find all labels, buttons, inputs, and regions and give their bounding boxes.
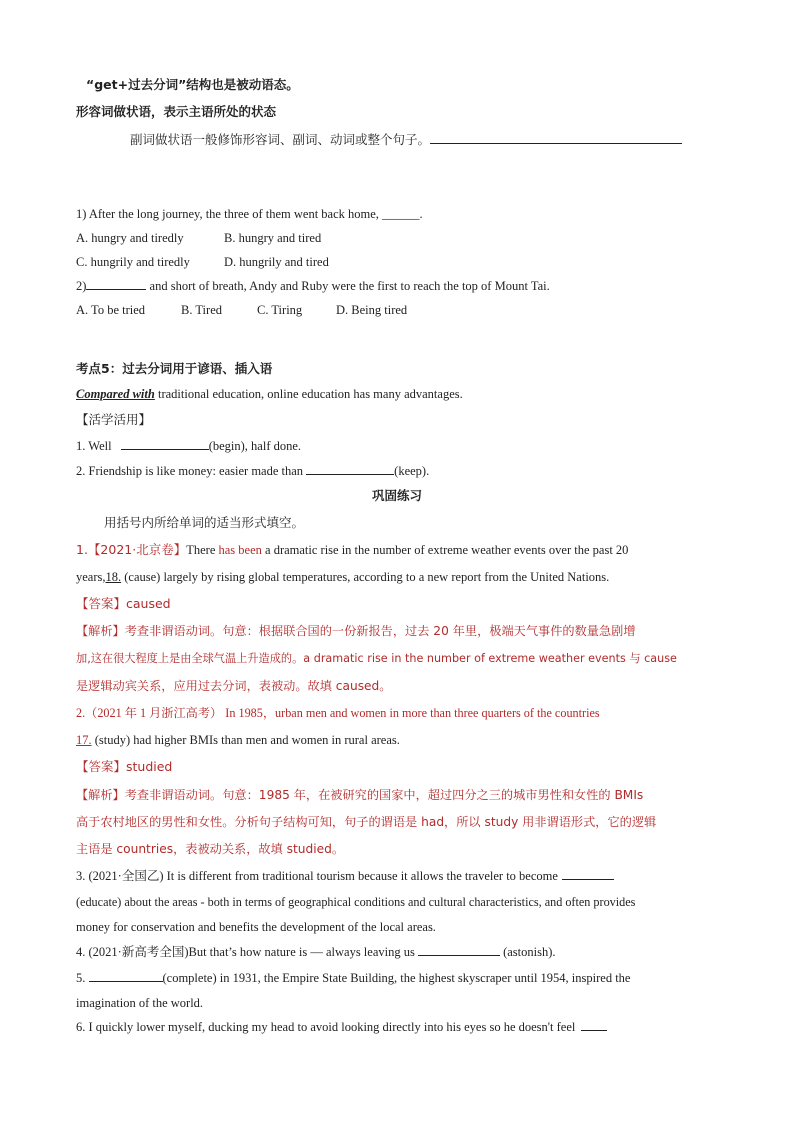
item4-text-start: 4. (2021·新高考全国)But that’s how nature is — always leaving us [76,945,418,959]
practice-2 [76,462,429,480]
item6-line1 [76,1018,607,1036]
item4-blank [418,943,500,956]
note-underline [430,131,682,144]
q2-option-a: A. To be tried [76,303,146,317]
point5-example-text: traditional education, online education has many advantages. [154,387,463,401]
item1-years: years, [76,570,106,584]
q1-option-d: D. hungrily and tired [224,255,329,269]
practice-1-blank [121,437,209,450]
item5-line1 [76,969,630,987]
item2-line1: 2.（2021 年 1 月浙江高考） In 1985，urban men and women in more than three quarters of the countries [76,706,600,720]
note-adverb-text: 副词做状语一般修饰形容词、副词、动词或整个句子。 [130,132,431,147]
item1-analysis-2: 加,这在很大程度上是由全球气温上升造成的。a dramatic rise in the number of extreme weather events 与 cause [76,652,677,665]
q2-option-d: D. Being tired [336,303,408,317]
item3-line1 [76,867,614,885]
question-2 [76,277,550,295]
item1-source: 1.【2021·北京卷】 [76,542,187,557]
practice-1-end: (begin), half done. [208,439,302,453]
item3-line3: money for conservation and benefits the development of the local areas. [76,920,436,934]
item2-analysis-2: 高于农村地区的男性和女性。分析句子结构可知，句子的谓语是 had，所以 study 用非谓语形式，它的逻辑 [76,815,657,829]
item4-text-end: (astonish). [499,945,556,959]
item1-text-b: a dramatic rise in the number of extreme weather events over the past 20 [261,543,629,557]
item2-text: (study) had higher BMIs than men and women in rural areas. [91,733,400,747]
consolidation-instruction: 用括号内所给单词的适当形式填空。 [104,515,305,530]
consolidation-title: 巩固练习 [371,488,422,503]
practice-label: 【活学活用】 [76,412,152,427]
point5-title: 考点5：过去分词用于谚语、插入语 [76,361,273,376]
item1-line2 [76,568,609,586]
item2-blank-number: 17. [76,733,92,747]
item6-blank [581,1018,607,1031]
item1-line1 [76,541,628,559]
q2-option-b: B. Tired [181,303,222,317]
item2-line2 [76,731,400,749]
item1-blank-number: 18. [105,570,122,584]
item2-answer: 【答案】studied [76,759,173,774]
item1-text-a: There [186,543,219,557]
practice-1 [76,437,301,455]
q2-number: 2) [76,279,87,293]
item1-analysis-3: 是逻辑动宾关系，应用过去分词，表被动。故填 caused。 [76,679,392,693]
item6-text: 6. I quickly lower myself, ducking my head to avoid looking directly into his eyes so he doesn't feel [76,1020,576,1034]
item5-text: (complete) in 1931, the Empire State Building, the highest skyscraper until 1954, inspired the [162,971,631,985]
note-adjective-adverbial: 形容词做状语，表示主语所处的状态 [76,104,277,119]
q1-option-a: A. hungry and tiredly [76,231,184,245]
practice-2-blank [306,462,394,475]
question-1: 1) After the long journey, the three of them went back home, ______. [76,207,423,221]
item3-line2: (educate) about the areas - both in terms of geographical conditions and cultural characteristics, and often provides [76,895,636,909]
point5-example [76,385,463,403]
q1-option-c: C. hungrily and tiredly [76,255,190,269]
item2-analysis-1: 【解析】考查非谓语动词。句意：1985 年，在被研究的国家中，超过四分之三的城市男性和女性的 BMIs [76,788,644,802]
item1-text-c: (cause) largely by rising global temperatures, according to a new report from the United Nations. [121,570,610,584]
item2-analysis-3: 主语是 countries，表被动关系，故填 studied。 [76,842,345,856]
note-adverb-adverbial [130,131,682,149]
item1-answer: 【答案】caused [76,596,171,611]
item3-blank [562,867,614,880]
practice-2-start: 2. Friendship is like money: easier made than [76,464,307,478]
q2-text: and short of breath, Andy and Ruby were the first to reach the top of Mount Tai. [146,279,550,293]
point5-example-phrase: Compared with [76,387,155,401]
note-get-passive: “get+过去分词”结构也是被动语态。 [86,77,299,92]
item3-text-1: 3. (2021·全国乙) It is different from traditional tourism because it allows the traveler to become [76,869,558,883]
practice-2-end: (keep). [394,464,430,478]
q2-option-c: C. Tiring [257,303,303,317]
q1-option-b: B. hungry and tired [224,231,322,245]
item1-analysis-1: 【解析】考查非谓语动词。句意：根据联合国的一份新报告，过去 20 年里，极端天气事件的数量急剧增 [76,624,636,638]
item5-line2: imagination of the world. [76,996,204,1010]
item1-highlight: has been [218,543,262,557]
item5-blank [89,969,163,982]
q2-blank [86,277,146,290]
item5-number: 5. [76,971,89,985]
practice-1-start: 1. Well [76,439,115,453]
item4-line [76,943,556,961]
